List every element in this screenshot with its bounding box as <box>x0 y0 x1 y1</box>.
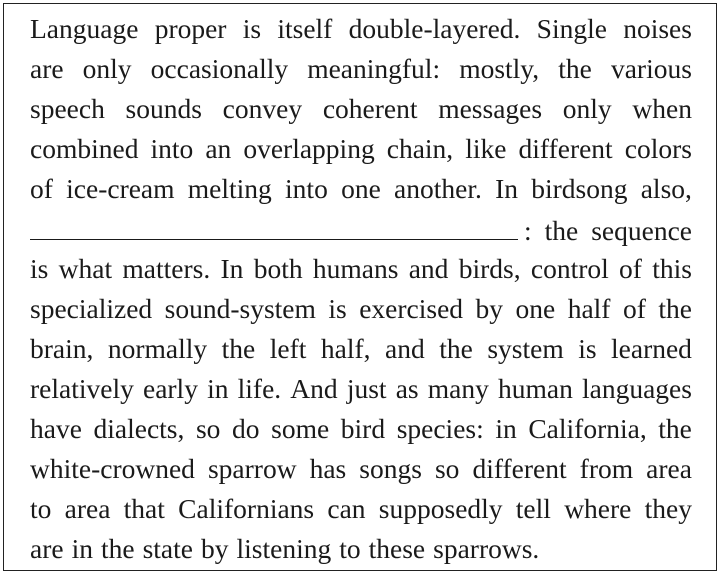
passage-word: birds, <box>458 253 521 284</box>
passage-word: can <box>327 493 366 524</box>
passage-word: by <box>200 533 229 564</box>
passage-word: from <box>579 453 634 484</box>
passage-word: songs <box>359 453 422 484</box>
passage-word: to <box>339 533 361 564</box>
passage-word: so <box>195 413 221 444</box>
passage-word: area <box>646 453 692 484</box>
passage-word: some <box>271 413 330 444</box>
passage-word: into <box>285 173 328 204</box>
passage-word: when <box>632 93 692 124</box>
passage-line-3 <box>30 89 692 129</box>
passage-word: just <box>346 373 387 404</box>
passage-word: one <box>341 173 381 204</box>
passage-text <box>30 9 692 569</box>
passage-word: both <box>253 253 303 284</box>
passage-word: life. <box>237 373 282 404</box>
passage-word: is <box>30 253 49 284</box>
passage-word: of <box>30 173 53 204</box>
passage-word: also, <box>640 173 692 204</box>
passage-word: occasionally <box>150 53 289 84</box>
passage-word: various <box>610 53 692 84</box>
passage-word: mostly, <box>459 53 540 84</box>
passage-line-5 <box>30 169 692 209</box>
passage-word: are <box>30 533 64 564</box>
passage-word: and <box>408 253 449 284</box>
passage-word: normally <box>107 333 208 364</box>
passage-line-10 <box>30 369 692 409</box>
passage-word: birdsong <box>531 173 628 204</box>
passage-word: dialects, <box>93 413 185 444</box>
passage-line-8 <box>30 289 692 329</box>
passage-word: the <box>658 293 692 324</box>
passage-word: exercised <box>359 293 464 324</box>
passage-word: proper <box>154 13 227 44</box>
passage-line-14 <box>30 529 692 569</box>
passage-word: overlapping <box>243 133 375 164</box>
passage-word: the <box>544 215 579 246</box>
passage-word: melting <box>187 173 272 204</box>
passage-word: white-crowned <box>30 453 195 484</box>
passage-word: only <box>82 53 132 84</box>
passage-word: are <box>30 53 64 84</box>
passage-word: sparrows. <box>433 533 540 564</box>
passage-word: so <box>434 453 460 484</box>
passage-word: of <box>619 253 642 284</box>
passage-line-1 <box>30 9 692 49</box>
passage-word: half <box>567 293 611 324</box>
passage-word: Single <box>536 13 607 44</box>
answer-blank[interactable] <box>30 209 518 240</box>
passage-word: tell <box>515 493 551 524</box>
passage-word: sequence <box>591 215 692 246</box>
passage-word: And <box>290 373 338 404</box>
passage-word: in <box>71 533 93 564</box>
passage-word: as <box>395 373 419 404</box>
passage-word: languages <box>582 373 692 404</box>
passage-word: one <box>515 293 556 324</box>
passage-word: system <box>487 333 564 364</box>
passage-word: where <box>564 493 632 524</box>
passage-word: different <box>472 453 567 484</box>
passage-word: like <box>465 133 507 164</box>
passage-word: brain, <box>30 333 94 364</box>
passage-word: another. <box>394 173 482 204</box>
passage-word: the <box>558 53 592 84</box>
passage-word: the <box>658 413 692 444</box>
passage-word: : <box>524 215 532 246</box>
passage-word: in <box>207 373 229 404</box>
passage-word: many <box>427 373 489 404</box>
passage-word: and <box>385 333 425 364</box>
passage-word: noises <box>623 13 692 44</box>
passage-word: specialized <box>30 293 153 324</box>
passage-word: messages <box>438 93 543 124</box>
passage-word: these <box>368 533 426 564</box>
passage-line-11 <box>30 409 692 449</box>
passage-word: an <box>205 133 232 164</box>
passage-word: coherent <box>322 93 418 124</box>
passage-word: humans <box>312 253 399 284</box>
passage-word: combined <box>30 133 139 164</box>
passage-word: convey <box>222 93 303 124</box>
passage-line-6 <box>30 209 692 249</box>
passage-word: have <box>30 413 82 444</box>
passage-word: is <box>328 293 347 324</box>
passage-word: In <box>220 253 244 284</box>
passage-word: the <box>221 333 256 364</box>
passage-word: in <box>495 413 517 444</box>
passage-word: species: <box>396 413 484 444</box>
passage-word: In <box>495 173 518 204</box>
passage-word: speech <box>30 93 105 124</box>
passage-word: colors <box>624 133 692 164</box>
passage-word: listening <box>236 533 332 564</box>
passage-line-7 <box>30 249 692 289</box>
passage-word: sparrow <box>207 453 297 484</box>
passage-word: Language <box>30 13 139 44</box>
passage-word: what <box>58 253 113 284</box>
passage-word: bird <box>340 413 386 444</box>
passage-word: the <box>100 533 135 564</box>
passage-word: state <box>142 533 193 564</box>
passage-word: has <box>309 453 347 484</box>
passage-word: double-layered. <box>348 13 521 44</box>
passage-line-12 <box>30 449 692 489</box>
passage-word: sounds <box>125 93 202 124</box>
passage-word: California, <box>528 413 647 444</box>
passage-word: this <box>652 253 692 284</box>
passage-word: do <box>232 413 260 444</box>
passage-word: the <box>439 333 473 364</box>
passage-word: chain, <box>386 133 454 164</box>
passage-word: Californians <box>178 493 315 524</box>
passage-word: itself <box>277 13 333 44</box>
passage-word: by <box>475 293 504 324</box>
passage-word: early <box>142 373 198 404</box>
passage-word: control <box>530 253 609 284</box>
passage-word: ice-cream <box>66 173 175 204</box>
passage-word: area <box>64 493 111 524</box>
passage-word: learned <box>611 333 692 364</box>
passage-word: relatively <box>30 373 134 404</box>
passage-word: to <box>30 493 52 524</box>
passage-word: half, <box>320 333 371 364</box>
passage-word: of <box>622 293 646 324</box>
passage-word: left <box>269 333 307 364</box>
passage-word: sound-system <box>164 293 316 324</box>
passage-line-13 <box>30 489 692 529</box>
passage-word: is <box>242 13 262 44</box>
passage-word: human <box>498 373 573 404</box>
passage-word: only <box>562 93 612 124</box>
passage-line-4 <box>30 129 692 169</box>
passage-word: meaningful: <box>307 53 441 84</box>
passage-line-2 <box>30 49 692 89</box>
passage-word: different <box>518 133 613 164</box>
passage-word: matters. <box>122 253 211 284</box>
passage-word: is <box>578 333 597 364</box>
passage-line-9 <box>30 329 692 369</box>
passage-word: that <box>123 493 165 524</box>
passage-word: they <box>644 493 692 524</box>
passage-word: supposedly <box>378 493 503 524</box>
passage-word: into <box>150 133 194 164</box>
